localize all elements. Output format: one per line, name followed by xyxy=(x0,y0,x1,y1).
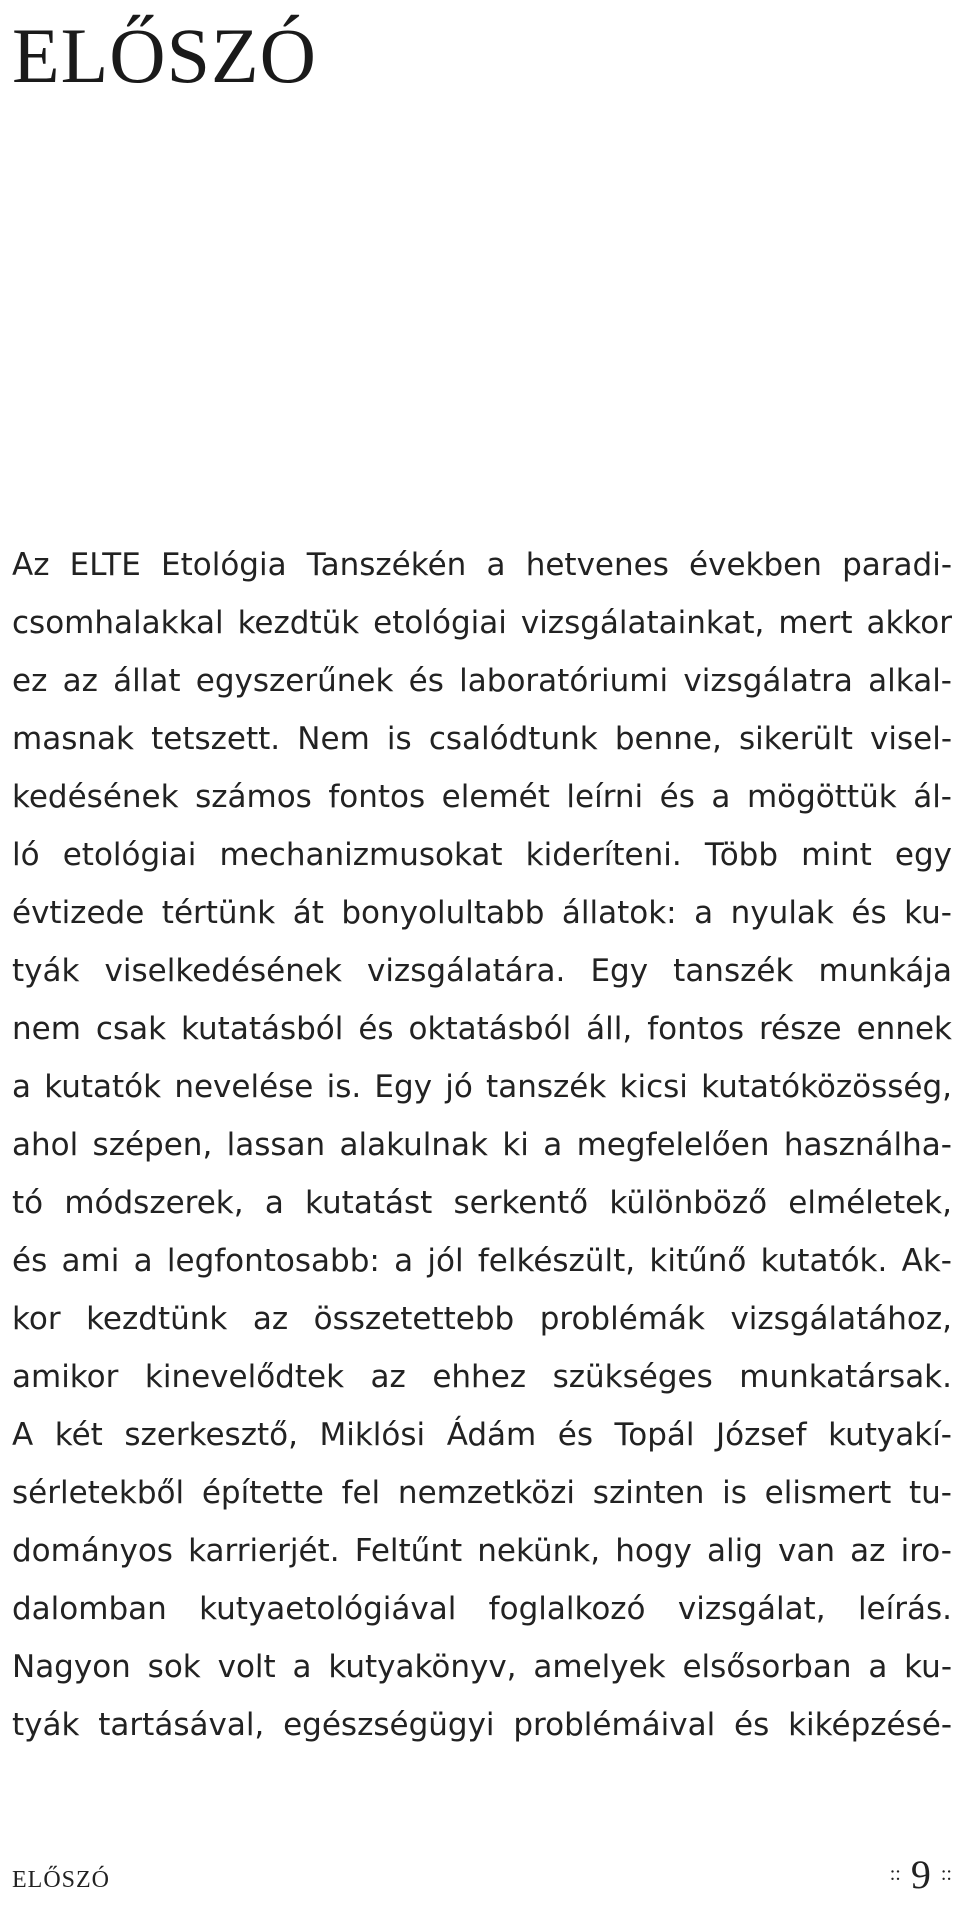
paragraph-line: amikor kinevelődtek az ehhez szükséges munkatársak. xyxy=(12,1359,952,1395)
paragraph-line: Nagyon sok volt a kutyakönyv, amelyek elsősorban a ku- xyxy=(12,1649,952,1685)
paragraph-line: ló etológiai mechanizmusokat kideríteni. Több mint egy xyxy=(12,837,952,873)
paragraph-line: ahol szépen, lassan alakulnak ki a megfelelően használha- xyxy=(12,1127,952,1163)
paragraph-line: és ami a legfontosabb: a jól felkészült, kitűnő kutatók. Ak- xyxy=(12,1243,952,1279)
page-number: 9 xyxy=(910,1852,931,1897)
preface-paragraph xyxy=(12,536,952,1754)
paragraph-line: évtizede tértünk át bonyolultabb állatok: a nyulak és ku- xyxy=(12,895,952,931)
paragraph-line: nem csak kutatásból és oktatásból áll, fontos része ennek xyxy=(12,1011,952,1047)
paragraph-line: dományos karrierjét. Feltűnt nekünk, hogy alig van az iro- xyxy=(12,1533,952,1569)
paragraph-line: A két szerkesztő, Miklósi Ádám és Topál József kutyakí- xyxy=(12,1417,952,1453)
paragraph-line: a kutatók nevelése is. Egy jó tanszék kicsi kutatóközösség, xyxy=(12,1069,952,1105)
paragraph-line: ez az állat egyszerűnek és laboratóriumi vizsgálatra alkal- xyxy=(12,663,952,699)
page-title: ELŐSZÓ xyxy=(12,12,317,99)
paragraph-line: kor kezdtünk az összetettebb problémák vizsgálatához, xyxy=(12,1301,952,1337)
paragraph-line: kedésének számos fontos elemét leírni és a mögöttük ál- xyxy=(12,779,952,815)
page-number-separator-right: :: xyxy=(940,1863,952,1885)
paragraph-line: sérletekből építette fel nemzetközi szinten is elismert tu- xyxy=(12,1475,952,1511)
paragraph-line: masnak tetszett. Nem is csalódtunk benne, sikerült visel- xyxy=(12,721,952,757)
paragraph-line: dalomban kutyaetológiával foglalkozó vizsgálat, leírás. xyxy=(12,1591,952,1627)
page-footer xyxy=(12,1850,952,1900)
paragraph-line: tó módszerek, a kutatást serkentő különböző elméletek, xyxy=(12,1185,952,1221)
footer-section-label: ELŐSZÓ xyxy=(12,1867,110,1893)
paragraph-line: Az ELTE Etológia Tanszékén a hetvenes években paradi- xyxy=(12,547,952,583)
page-number-block xyxy=(890,1851,952,1898)
paragraph-line: tyák viselkedésének vizsgálatára. Egy tanszék munkája xyxy=(12,953,952,989)
paragraph-line: csomhalakkal kezdtük etológiai vizsgálatainkat, mert akkor xyxy=(12,605,952,641)
page-number-separator-left: :: xyxy=(889,1863,901,1885)
paragraph-line: tyák tartásával, egészségügyi problémáival és kiképzésé- xyxy=(12,1707,952,1743)
